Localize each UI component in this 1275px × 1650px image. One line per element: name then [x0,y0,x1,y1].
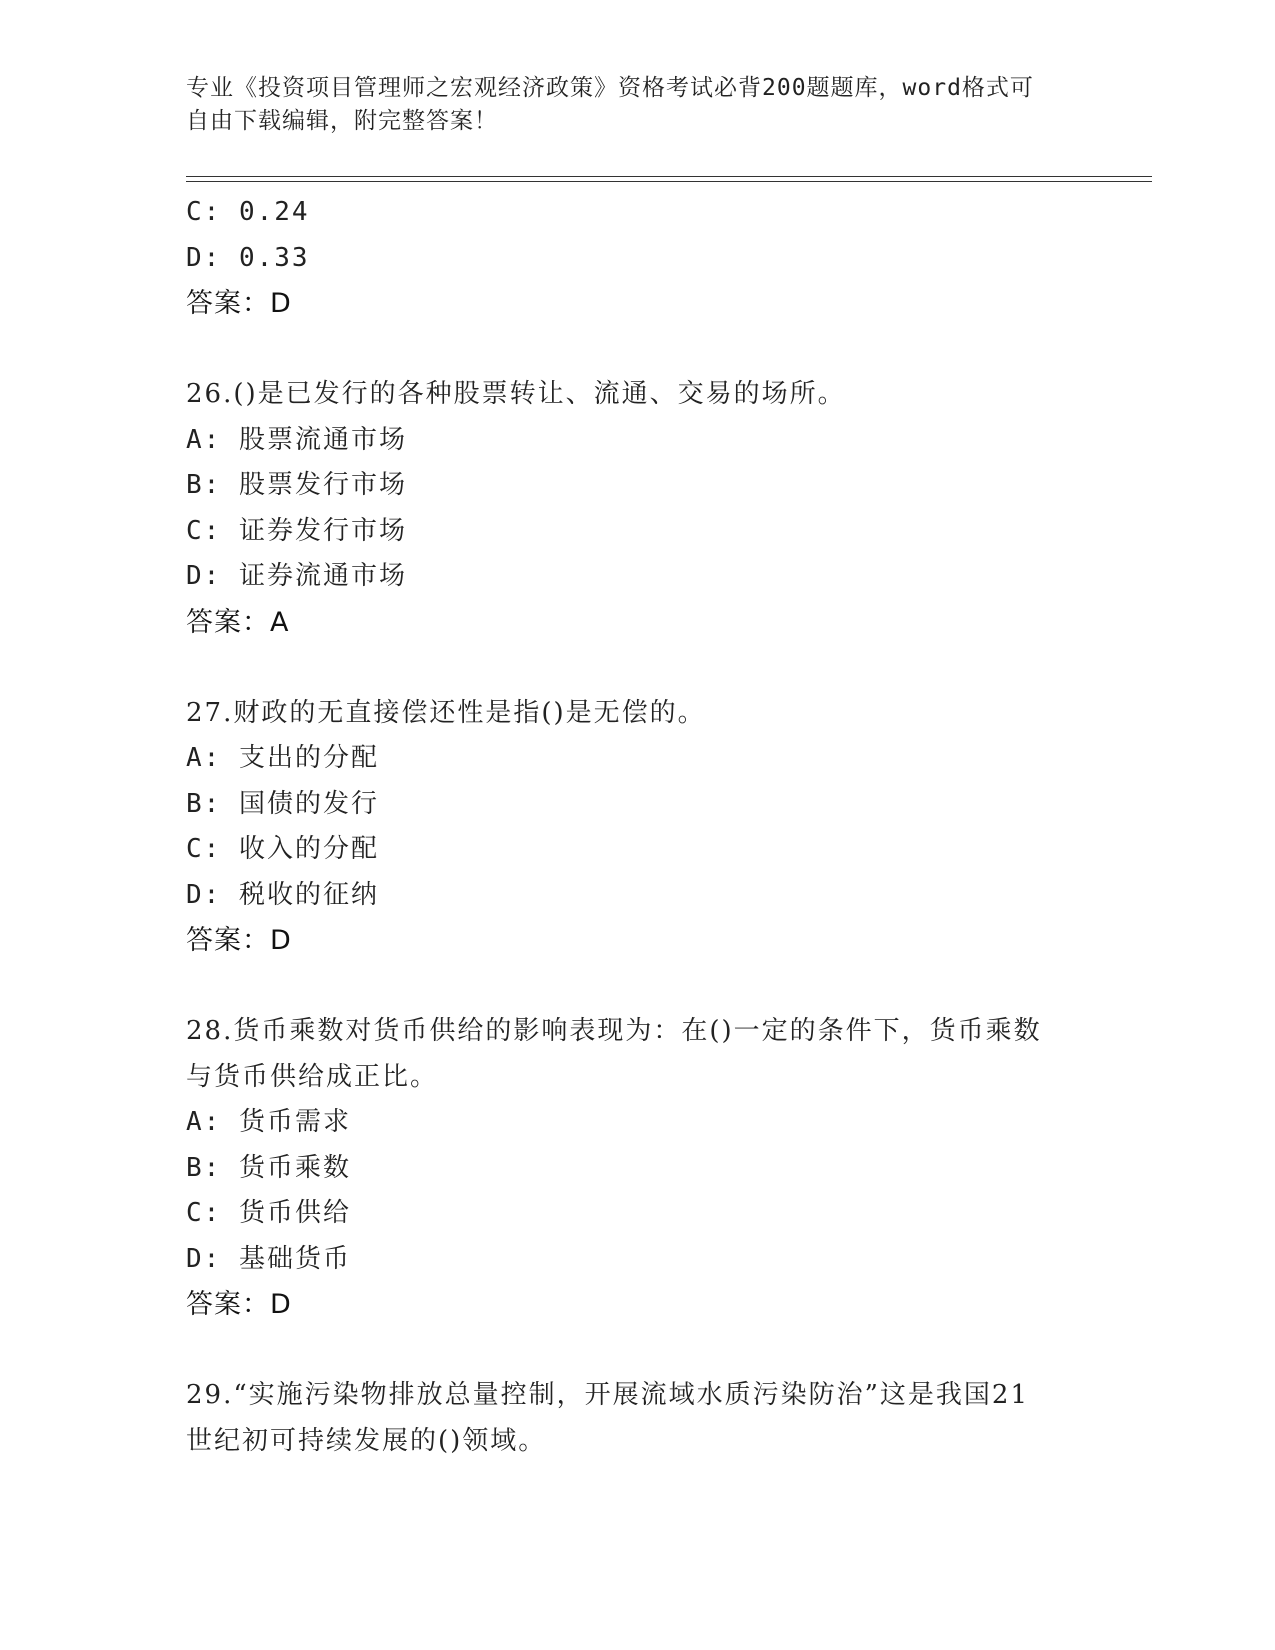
answer: 答案：A [186,606,290,638]
header-line-1: 专业《投资项目管理师之宏观经济政策》资格考试必背200题题库，word格式可 [186,75,1034,101]
document-body [186,190,1106,1464]
answer: 答案：D [186,1289,292,1320]
question-stem: 26.()是已发行的各种股票转让、流通、交易的场所。 [186,379,846,409]
question-stem-line-1: 29.“实施污染物排放总量控制，开展流域水质污染防治”这是我国21 [186,1380,1030,1410]
question-28 [186,1009,1106,1328]
question-26 [186,372,1106,645]
question-stem-line-2: 世纪初可持续发展的()领域。 [186,1425,547,1456]
header-line-2: 自由下载编辑，附完整答案！ [186,108,498,134]
option-d: D: 税收的征纳 [186,879,379,910]
spacer [186,964,1106,1010]
option-c: C: 收入的分配 [186,834,379,864]
answer: 答案：D [186,288,292,319]
spacer [186,1328,1106,1374]
option-a: A: 支出的分配 [186,743,379,773]
question-25-continuation [186,190,1106,327]
header-divider-top [186,176,1152,177]
question-stem: 27.财政的无直接偿还性是指()是无偿的。 [186,697,706,728]
option-c: C: 0.24 [186,197,310,227]
header-divider-bottom [186,181,1152,182]
question-stem-line-2: 与货币供给成正比。 [186,1061,439,1092]
option-c: C: 货币供给 [186,1198,351,1228]
option-a: A: 货币需求 [186,1107,351,1137]
document-header [186,72,1066,138]
option-c: C: 证券发行市场 [186,515,407,546]
option-d: D: 0.33 [186,242,310,273]
spacer [186,645,1106,691]
question-stem-line-1: 28.货币乘数对货币供给的影响表现为：在()一定的条件下，货币乘数 [186,1016,1042,1046]
spacer [186,327,1106,373]
option-a: A: 股票流通市场 [186,424,407,455]
question-27 [186,691,1106,964]
question-29 [186,1373,1106,1464]
option-b: B: 货币乘数 [186,1152,351,1183]
option-b: B: 国债的发行 [186,788,379,819]
option-b: B: 股票发行市场 [186,470,407,500]
option-d: D: 基础货币 [186,1243,351,1274]
option-d: D: 证券流通市场 [186,561,407,591]
answer: 答案：D [186,925,292,956]
